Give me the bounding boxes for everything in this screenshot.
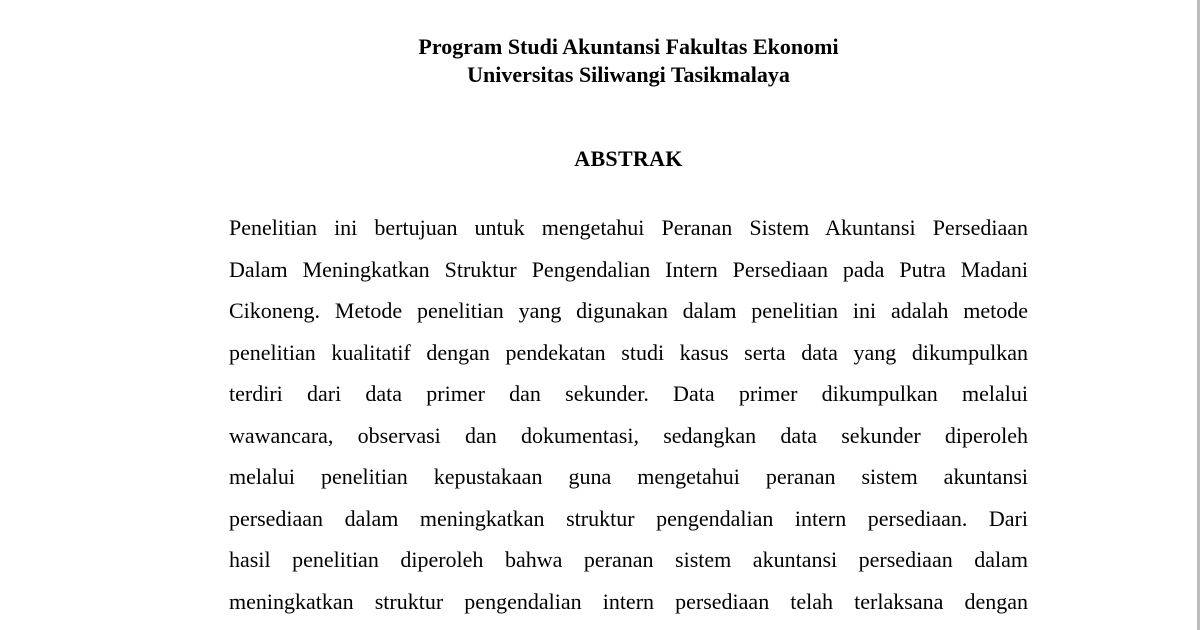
abstract-line: wawancara, observasi dan dokumentasi, sedangkan data sekunder diperoleh: [229, 422, 1028, 448]
university-line: Universitas Siliwangi Tasikmalaya: [467, 62, 790, 87]
abstract-line: Cikoneng. Metode penelitian yang digunakan dalam penelitian ini adalah metode: [229, 298, 1028, 323]
abstract-line: penelitian kualitatif dengan pendekatan studi kasus serta data yang dikumpulkan: [229, 339, 1028, 365]
abstract-title: ABSTRAK: [574, 146, 683, 171]
institution-header: [0, 33, 1200, 89]
abstract-line: Penelitian ini bertujuan untuk mengetahui Peranan Sistem Akuntansi Persediaan: [229, 215, 1028, 240]
program-line: Program Studi Akuntansi Fakultas Ekonomi: [418, 34, 839, 59]
abstract-line: persediaan dalam meningkatkan struktur pengendalian intern persediaan. Dari: [229, 505, 1028, 531]
abstract-line: hasil penelitian diperoleh bahwa peranan sistem akuntansi persediaan dalam: [229, 547, 1028, 572]
abstract-body: [229, 207, 1028, 622]
abstract-line: meningkatkan struktur pengendalian intern persediaan telah terlaksana dengan: [229, 588, 1028, 614]
abstract-line: Dalam Meningkatkan Struktur Pengendalian Intern Persediaan pada Putra Madani: [229, 256, 1028, 282]
abstract-line: melalui penelitian kepustakaan guna mengetahui peranan sistem akuntansi: [229, 464, 1028, 489]
abstract-line: terdiri dari data primer dan sekunder. Data primer dikumpulkan melalui: [229, 381, 1028, 406]
